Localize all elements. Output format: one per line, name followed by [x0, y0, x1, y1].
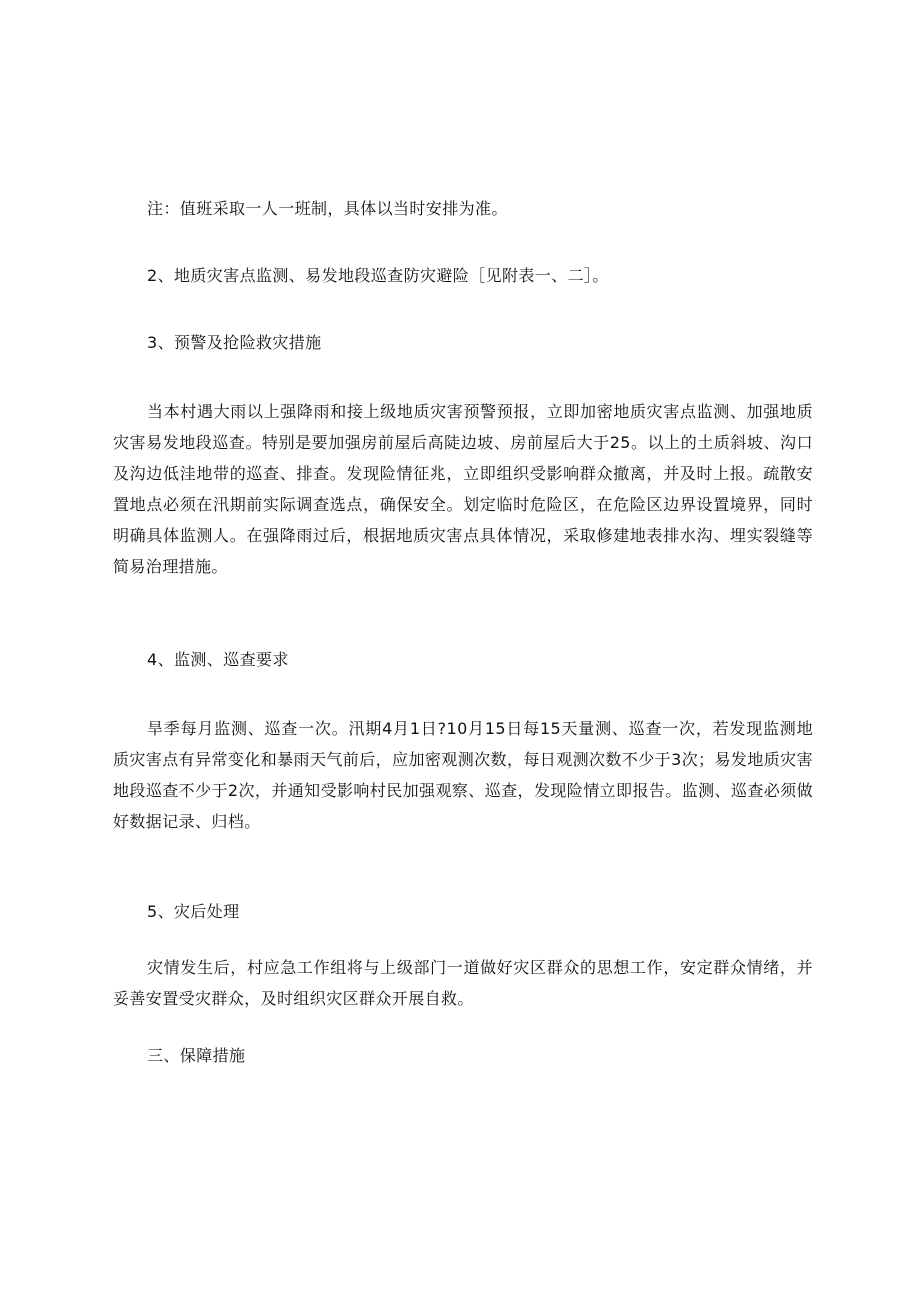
duty-note: 注：值班采取一人一班制，具体以当时安排为准。 — [147, 199, 508, 218]
section-5-body: 灾情发生后，村应急工作组将与上级部门一道做好灾区群众的思想工作，安定群众情绪，并妥善安置受灾群众，及时组织灾区群众开展自救。 — [113, 958, 813, 1008]
section-4-body: 旱季每月监测、巡查一次。汛期4月1日?10月15日每15天量测、巡查一次，若发现监测地质灾害点有异常变化和暴雨天气前后，应加密观测次数，每日观测次数不少于3次；易发地质灾害地段巡查不少于2次，并通知受影响村民加强观察、巡查，发现险情立即报告。监测、巡查必须做好数据记录、归档。 — [113, 719, 813, 831]
section-2-heading: 2、地质灾害点监测、易发地段巡查防灾避险［见附表一、二］。 — [147, 266, 609, 285]
section-3-body: 当本村遇大雨以上强降雨和接上级地质灾害预警预报，立即加密地质灾害点监测、加强地质灾害易发地段巡查。特别是要加强房前屋后高陡边坡、房前屋后大于25。以上的土质斜坡、沟口及沟边低洼地带的巡查、排查。发现险情征兆，立即组织受影响群众撤离，并及时上报。疏散安置地点必须在汛期前实际调查选点，确保安全。划定临时危险区，在危险区边界设置境界，同时明确具体监测人。在强降雨过后，根据地质灾害点具体情况，采取修建地表排水沟、埋实裂缝等简易治理措施。 — [113, 402, 813, 576]
section-iii-heading: 三、保障措施 — [147, 1046, 246, 1065]
section-4-heading: 4、监测、巡查要求 — [147, 650, 289, 669]
section-3-heading: 3、预警及抢险救灾措施 — [147, 333, 322, 352]
section-5-heading: 5、灾后处理 — [147, 902, 240, 921]
